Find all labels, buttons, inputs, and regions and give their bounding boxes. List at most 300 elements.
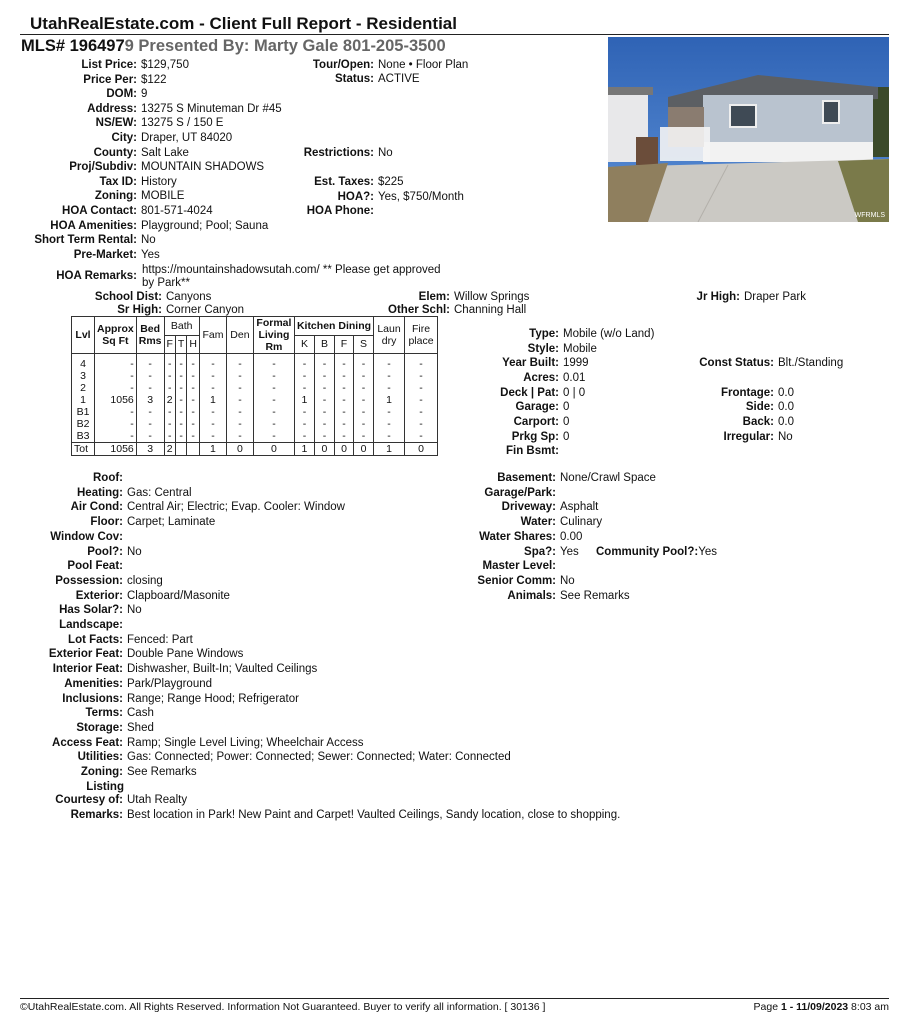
cell-f: 2 (164, 443, 175, 456)
field-water-shares (0, 530, 582, 544)
title-sep: - Client (194, 14, 262, 33)
field-label: Animals: (507, 589, 556, 602)
field-label: Driveway: (501, 501, 556, 514)
field-value: No (378, 147, 393, 159)
cell-lvl: B1 (72, 406, 95, 418)
field-amenities (0, 677, 212, 691)
cell-bed: 3 (136, 443, 164, 456)
field-value: Playground; Pool; Sauna (141, 219, 269, 232)
field-label: Basement: (497, 472, 556, 484)
cell-sq: - (95, 358, 137, 370)
col-bath: Bath (164, 317, 199, 336)
field-value: Mobile (w/o Land) (563, 328, 655, 340)
cell-fire: - (405, 382, 438, 394)
field-label: County: (93, 146, 137, 159)
field-label: Exterior Feat: (48, 648, 123, 661)
field-label: Possession: (55, 574, 123, 587)
title-rule (20, 34, 889, 35)
field-value: 0 (563, 401, 570, 413)
field-label: Prkg Sp: (511, 431, 559, 443)
cell-k: - (294, 430, 314, 443)
field-value: Gas: Connected; Power: Connected; Sewer: Connected; Water: Connected (127, 751, 511, 764)
field-label: Window Cov: (50, 530, 123, 543)
field-label: Short Term Rental: (34, 234, 137, 247)
field-label: Spa?: (524, 545, 556, 558)
field-label: Inclusions: (62, 692, 123, 705)
cell-den: - (226, 382, 253, 394)
field-hoa-amenities (0, 219, 268, 233)
field-value: Shed (127, 721, 154, 734)
col-sqft: Approx Sq Ft (95, 317, 137, 354)
field-label: DOM: (106, 88, 137, 101)
cell-sq: - (95, 382, 137, 394)
field-value: Yes (560, 545, 579, 558)
field-label: Pool Feat: (67, 560, 123, 573)
cell-kf: - (334, 370, 353, 382)
cell-fam: 1 (199, 443, 226, 456)
cell-s: - (354, 406, 374, 418)
field-exterior-feat (0, 647, 243, 661)
mls-line (21, 37, 446, 56)
field-value: Park/Playground (127, 677, 213, 690)
field-value: $225 (378, 176, 404, 188)
field-hoa-phone (0, 204, 378, 218)
cell-b: - (314, 418, 334, 430)
field-label: Frontage: (720, 387, 774, 399)
footer-rule (20, 998, 889, 999)
cell-lvl: 1 (72, 394, 95, 406)
other-school: Other Schl: Channing Hall (388, 304, 527, 316)
field-label: Zoning: (80, 766, 123, 778)
cell-fire: - (405, 358, 438, 370)
field-label: Irregular: (723, 431, 774, 443)
field-hoa (0, 190, 464, 204)
mls-number: MLS# 196497 (21, 37, 125, 55)
cell-b: - (314, 394, 334, 406)
col-living: Formal Living Rm (253, 317, 294, 354)
cell-f: - (164, 418, 175, 430)
presented-by: 9 Presented By: Marty Gale 801-205-3500 (124, 37, 446, 55)
field-label: Type: (529, 328, 559, 340)
field-type (0, 327, 654, 341)
cell-kf: - (334, 430, 353, 443)
field-style (0, 342, 597, 356)
field-value: Salt Lake (141, 146, 189, 159)
field-label: Deck | Pat: (500, 387, 559, 399)
field-value: No (560, 574, 575, 587)
cell-s: - (354, 370, 374, 382)
field-label: City: (111, 132, 137, 144)
col-lvl: Lvl (72, 317, 95, 354)
cell-sq: - (95, 370, 137, 382)
field-tour-open (0, 58, 468, 72)
cell-k: - (294, 370, 314, 382)
kit-b: B (314, 335, 334, 354)
col-fam: Fam (199, 317, 226, 354)
field-irregular (0, 430, 793, 444)
cell-h: - (187, 358, 200, 370)
cell-t: - (175, 418, 186, 430)
cell-den: - (226, 406, 253, 418)
cell-bed: - (136, 382, 164, 394)
cell-den: - (226, 370, 253, 382)
field-value: 13275 S Minuteman Dr #45 (141, 102, 282, 115)
field-label: Garage/Park: (484, 486, 556, 499)
field-value: Cash (127, 707, 154, 720)
field-label: Water Shares: (479, 530, 556, 543)
cell-s: - (354, 418, 374, 430)
field-label: Est. Taxes: (314, 176, 374, 188)
field-label: HOA Amenities: (50, 219, 137, 232)
field-value: Mobile (563, 343, 597, 355)
field-value: Ramp; Single Level Living; Wheelchair Access (127, 736, 364, 749)
cell-bed: - (136, 406, 164, 418)
cell-f: - (164, 430, 175, 443)
footer-copyright: ©UtahRealEstate.com. All Rights Reserved. Information Not Guaranteed. Buyer to verify all information. [ 30136 ] (20, 1001, 546, 1013)
cell-liv: - (253, 430, 294, 443)
field-label: Const Status: (699, 357, 774, 369)
field-value: 801-571-4024 (141, 205, 213, 217)
cell-kf: - (334, 382, 353, 394)
field-label: Exterior: (75, 589, 123, 602)
field-storage (0, 721, 154, 735)
cell-laun: - (374, 430, 405, 443)
cell-sq: - (95, 418, 137, 430)
site-name: UtahRealEstate.com (30, 14, 195, 33)
cell-b: - (314, 406, 334, 418)
field-label: Side: (745, 401, 774, 413)
cell-fam: 1 (199, 394, 226, 406)
cell-f: - (164, 358, 175, 370)
title-report: Report - Residential (291, 14, 457, 33)
field-value: Dishwasher, Built-In; Vaulted Ceilings (127, 663, 318, 676)
cell-h: - (187, 418, 200, 430)
field-utilities (0, 750, 511, 764)
property-photo-image (608, 37, 889, 222)
field-master-level (0, 559, 560, 573)
cell-h: - (187, 382, 200, 394)
cell-k: - (294, 358, 314, 370)
jr-high: Jr High: Draper Park (696, 291, 806, 303)
field-value: Carpet; Laminate (127, 516, 216, 529)
cell-fam: - (199, 406, 226, 418)
field-label: Garage: (515, 401, 559, 413)
field-value: Blt./Standing (778, 357, 844, 369)
field-value: Fenced: Part (127, 633, 193, 646)
footer-page: Page 1 - 11/09/2023 8:03 am (753, 1001, 889, 1013)
cell-den: - (226, 430, 253, 443)
cell-t: - (175, 370, 186, 382)
field-value: No (127, 545, 142, 558)
field-value: closing (127, 574, 163, 587)
cell-b: - (314, 358, 334, 370)
field-value: 1999 (563, 357, 589, 369)
field-label: Air Cond: (70, 501, 123, 514)
field-terms (0, 706, 154, 720)
cell-b: 0 (314, 443, 334, 456)
cell-s: 0 (354, 443, 374, 456)
field-label: Tour/Open: (312, 59, 374, 71)
cell-fire: - (405, 394, 438, 406)
field-value: 0.01 (563, 372, 586, 384)
field-label: List Price: (81, 59, 137, 71)
field-interior-feat (0, 662, 317, 676)
col-laundry: Laun dry (374, 317, 405, 354)
cell-b: - (314, 382, 334, 394)
cell-kf: - (334, 394, 353, 406)
field-label: Access Feat: (52, 736, 123, 749)
field-value: No (141, 234, 156, 247)
field-lot-facts (0, 633, 193, 647)
field-label: Status: (335, 73, 374, 85)
sr-high: Sr High: Corner Canyon (117, 304, 244, 316)
cell-f: - (164, 406, 175, 418)
cell-fire: - (405, 406, 438, 418)
kit-s: S (354, 335, 374, 354)
field-zoning (0, 765, 197, 779)
field-has-solar (0, 603, 142, 617)
cell-f: 2 (164, 394, 175, 406)
field-proj-subdiv (0, 160, 264, 174)
cell-lvl: 3 (72, 370, 95, 382)
cell-kf: - (334, 406, 353, 418)
cell-liv: - (253, 358, 294, 370)
field-label: Has Solar?: (59, 604, 123, 617)
cell-s: - (354, 430, 374, 443)
field-value: Yes, $750/Month (378, 191, 464, 203)
community-pool: Community Pool?:Yes (596, 546, 717, 558)
cell-b: - (314, 370, 334, 382)
field-value: 13275 S / 150 E (141, 117, 224, 130)
field-value: $122 (141, 73, 167, 86)
field-label: Zoning: (94, 190, 137, 203)
cell-k: 1 (294, 394, 314, 406)
field-back (0, 415, 794, 429)
cell-k: 1 (294, 443, 314, 456)
kit-k: K (294, 335, 314, 354)
cell-fam: - (199, 382, 226, 394)
hoa-remarks-line1: https://mountainshadowsutah.com/ ** Please get approved (142, 264, 441, 276)
field-ns-ew (0, 116, 223, 130)
field-label: HOA?: (337, 191, 374, 203)
field-label: Interior Feat: (52, 663, 123, 676)
field-label: Fin Bsmt: (505, 445, 559, 457)
cell-bed: - (136, 358, 164, 370)
field-water (0, 515, 602, 529)
field-label: Proj/Subdiv: (69, 161, 137, 174)
cell-liv: - (253, 370, 294, 382)
cell-laun: - (374, 358, 405, 370)
field-label: Restrictions: (303, 147, 374, 159)
cell-h: - (187, 370, 200, 382)
field-label: Year Built: (502, 357, 559, 369)
cell-fam: - (199, 430, 226, 443)
field-value: 0 (563, 431, 570, 443)
field-spa (0, 545, 579, 559)
field-value: 0.0 (778, 401, 794, 413)
field-value: See Remarks (560, 589, 630, 602)
cell-f: - (164, 382, 175, 394)
field-label: Back: (742, 416, 774, 428)
cell-sq: - (95, 406, 137, 418)
hoa-remarks-label: HOA Remarks: (56, 270, 137, 282)
cell-liv: - (253, 406, 294, 418)
cell-lvl: 2 (72, 382, 95, 394)
field-value: 0.0 (778, 416, 794, 428)
field-label: Floor: (90, 516, 123, 529)
cell-s: - (354, 382, 374, 394)
col-bed: Bed Rms (136, 317, 164, 354)
field-value: Range; Range Hood; Refrigerator (127, 692, 299, 705)
field-value: Clapboard/Masonite (127, 589, 230, 602)
school-dist: School Dist: Canyons (94, 291, 212, 303)
field-label: Master Level: (482, 560, 556, 573)
cell-laun: - (374, 406, 405, 418)
field-label: Address: (87, 102, 137, 115)
cell-t: - (175, 406, 186, 418)
col-kitchen: Kitchen Dining (294, 317, 373, 336)
field-label: Roof: (92, 472, 123, 484)
field-status (0, 72, 420, 86)
cell-bed: - (136, 430, 164, 443)
cell-laun: 1 (374, 443, 405, 456)
remarks: Remarks: Best location in Park! New Paint and Carpet! Vaulted Ceilings, Sandy location, close to shopping. (70, 809, 621, 821)
field-label: Tax ID: (99, 175, 137, 188)
cell-t: - (175, 358, 186, 370)
field-value: ACTIVE (378, 73, 420, 85)
cell-liv: - (253, 382, 294, 394)
cell-h: - (187, 406, 200, 418)
field-label: Heating: (77, 486, 123, 499)
cell-f: - (164, 370, 175, 382)
bath-f: F (164, 335, 175, 354)
field-fin-bsmt (0, 444, 563, 458)
field-address (0, 102, 282, 116)
report-title (30, 14, 457, 34)
field-label: Storage: (76, 721, 123, 734)
field-access-feat (0, 736, 364, 750)
field-label: Carport: (513, 416, 559, 428)
field-value: History (141, 175, 177, 188)
cell-bed: 3 (136, 394, 164, 406)
cell-t: - (175, 394, 186, 406)
cell-laun: - (374, 382, 405, 394)
cell-lvl: B3 (72, 430, 95, 443)
listing-label: Listing (86, 781, 124, 793)
cell-kf: - (334, 418, 353, 430)
cell-lvl: Tot (72, 443, 95, 456)
cell-k: - (294, 382, 314, 394)
cell-lvl: 4 (72, 358, 95, 370)
cell-lvl: B2 (72, 418, 95, 430)
field-senior-comm (0, 574, 575, 588)
cell-h: - (187, 430, 200, 443)
field-label: Price Per: (83, 73, 137, 86)
field-value: MOUNTAIN SHADOWS (141, 161, 265, 174)
field-value: None/Crawl Space (560, 472, 656, 484)
cell-t: - (175, 430, 186, 443)
field-value: No (127, 604, 142, 617)
cell-fam: - (199, 358, 226, 370)
cell-k: - (294, 406, 314, 418)
field-label: Senior Comm: (477, 574, 556, 587)
field-value: Central Air; Electric; Evap. Cooler: Window (127, 501, 345, 514)
field-acres (0, 371, 585, 385)
elem-school: Elem: Willow Springs (418, 291, 530, 303)
field-driveway (0, 500, 598, 514)
field-inclusions (0, 692, 299, 706)
cell-den: - (226, 418, 253, 430)
cell-liv: - (253, 418, 294, 430)
cell-fire: - (405, 418, 438, 430)
field-value: No (778, 431, 793, 443)
cell-kf: 0 (334, 443, 353, 456)
cell-liv: 0 (253, 443, 294, 456)
field-value: Yes (141, 248, 160, 261)
cell-fam: - (199, 418, 226, 430)
field-label: Pool?: (87, 545, 123, 558)
field-value: Gas: Central (127, 486, 192, 499)
cell-liv: - (253, 394, 294, 406)
field-est-taxes (0, 175, 404, 189)
cell-bed: - (136, 370, 164, 382)
field-value: Culinary (560, 516, 603, 529)
bath-h: H (187, 335, 200, 354)
hoa-remarks-line2: by Park** (142, 277, 190, 289)
field-restrictions (0, 146, 393, 160)
cell-laun: - (374, 370, 405, 382)
cell-fam: - (199, 370, 226, 382)
field-label: Amenities: (64, 677, 123, 690)
field-label: Utilities: (77, 751, 123, 764)
photo-watermark: WFRMLS (854, 212, 885, 219)
cell-bed: - (136, 418, 164, 430)
field-label: Lot Facts: (68, 633, 123, 646)
field-label: Terms: (85, 707, 123, 720)
cell-h: - (187, 394, 200, 406)
field-label: Landscape: (59, 619, 123, 631)
field-value: $129,750 (141, 59, 189, 71)
title-full: Full (261, 14, 292, 33)
field-city (0, 131, 232, 145)
property-photo (608, 37, 889, 222)
cell-s: - (354, 394, 374, 406)
cell-fire: - (405, 430, 438, 443)
field-label: Pre-Market: (73, 248, 137, 261)
cell-t: - (175, 382, 186, 394)
field-label: NS/EW: (95, 117, 137, 130)
field-side (0, 400, 794, 414)
cell-laun: 1 (374, 394, 405, 406)
field-label: HOA Phone: (306, 205, 374, 217)
cell-sq: - (95, 430, 137, 443)
cell-den: 0 (226, 443, 253, 456)
field-value: 0 | 0 (563, 387, 586, 399)
field-value: 0 (563, 416, 570, 428)
kit-f: F (334, 335, 353, 354)
field-frontage (0, 386, 794, 400)
cell-b: - (314, 430, 334, 443)
cell-den: - (226, 394, 253, 406)
cell-kf: - (334, 358, 353, 370)
field-value: See Remarks (127, 766, 197, 778)
field-animals (0, 589, 630, 603)
col-fire: Fire place (405, 317, 438, 354)
field-dom (0, 87, 147, 101)
cell-k: - (294, 418, 314, 430)
field-label: Water: (520, 516, 556, 529)
field-const-status (0, 356, 843, 370)
